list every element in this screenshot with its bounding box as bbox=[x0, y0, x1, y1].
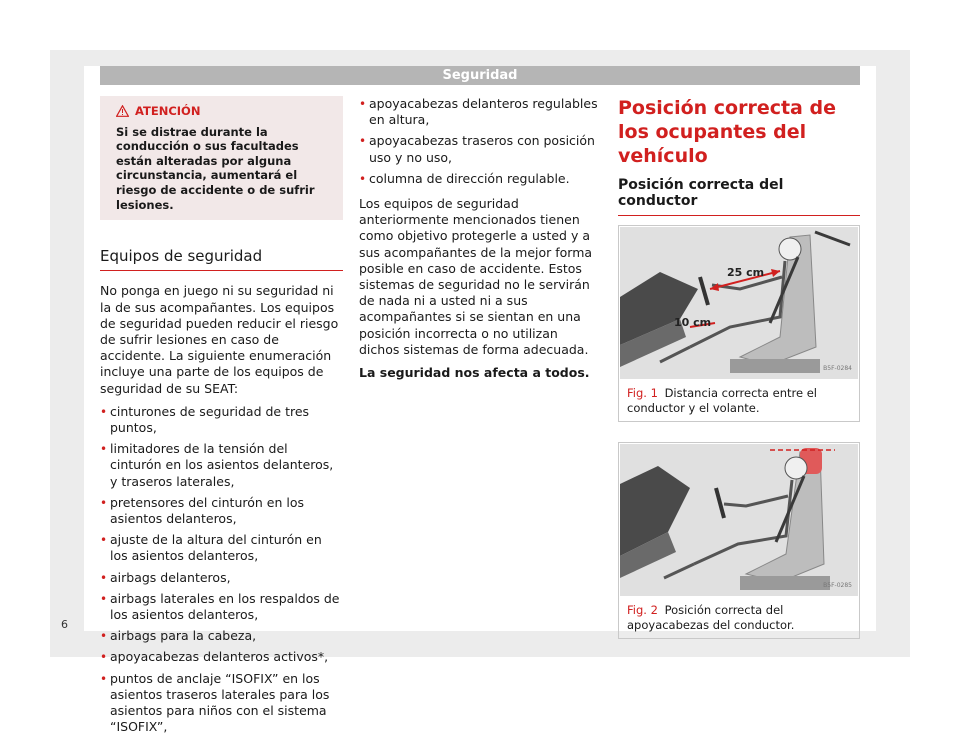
headrest-position-illustration bbox=[620, 444, 858, 596]
column-right bbox=[618, 96, 860, 651]
list-item: • cinturones de seguridad de tres puntos, bbox=[100, 403, 310, 435]
equipos-intro: No ponga en juego ni su seguridad ni la de sus acompañantes. Los equipos de seguridad pueden reducir el riesgo de sufrir lesiones en caso de accidente. La siguiente enumeración incluye una parte de los equipos de seguridad de su SEAT: bbox=[100, 283, 339, 396]
list-item: • airbags delanteros, bbox=[100, 569, 231, 585]
list-item: • apoyacabezas delanteros activos*, bbox=[100, 649, 329, 665]
figure-1 bbox=[618, 225, 860, 422]
section-title-equipos: Equipos de seguridad bbox=[100, 248, 343, 271]
driver-distance-illustration bbox=[620, 227, 858, 379]
bullet-icon: • bbox=[100, 533, 108, 548]
bullet-icon: • bbox=[359, 134, 367, 149]
bullet-icon: • bbox=[100, 591, 108, 606]
page-number: 6 bbox=[61, 618, 68, 631]
equipos-closing: La seguridad nos afecta a todos. bbox=[359, 365, 590, 381]
column-left bbox=[100, 96, 343, 740]
bullet-icon: • bbox=[100, 629, 108, 644]
list-item: • limitadores de la tensión del cinturón en los asientos delanteros, y traseros laterales, bbox=[100, 441, 334, 489]
figure-1-code: B5F-0284 bbox=[823, 365, 852, 373]
figure-2-label: Fig. 2 bbox=[627, 603, 658, 618]
figure-1-image bbox=[620, 227, 858, 379]
warning-triangle-icon bbox=[116, 105, 129, 117]
chapter-header: Seguridad bbox=[100, 66, 860, 85]
dimension-25cm: 25 cm bbox=[727, 266, 765, 280]
figure-1-caption bbox=[619, 380, 859, 421]
bullet-icon: • bbox=[100, 442, 108, 457]
list-item: • pretensores del cinturón en los asientos delanteros, bbox=[100, 494, 304, 526]
list-item: • columna de dirección regulable. bbox=[359, 170, 570, 186]
bullet-icon: • bbox=[100, 404, 108, 419]
list-item: • puntos de anclaje “ISOFIX” en los asientos traseros laterales para los asientos para niños con el sistema “ISOFIX”, bbox=[100, 670, 330, 735]
subsection-title-conductor: Posición correcta del conductor bbox=[618, 177, 860, 216]
bullet-icon: • bbox=[359, 97, 367, 111]
section-title-posicion: Posición correcta de los ocupantes del vehículo bbox=[618, 97, 836, 167]
list-item: • apoyacabezas delanteros regulables en altura, bbox=[359, 96, 598, 128]
equipos-paragraph: Los equipos de seguridad anteriormente mencionados tienen como objetivo protegerle a usted y a sus acompañantes de la mejor forma posible en caso de accidente. Estos sistemas de seguridad no le servirán de nada ni a usted ni a sus acompañantes si se sientan en una posición incorrecta o no utilizan dichos sistemas de forma adecuada. bbox=[359, 196, 593, 357]
list-item: • airbags laterales en los respaldos de los asientos delanteros, bbox=[100, 590, 340, 623]
bullet-icon: • bbox=[100, 671, 108, 686]
warning-box bbox=[100, 96, 343, 220]
bullet-icon: • bbox=[100, 495, 108, 510]
bullet-icon: • bbox=[359, 171, 367, 186]
warning-header bbox=[116, 104, 335, 119]
bullet-icon: • bbox=[100, 570, 108, 585]
equipos-list bbox=[100, 404, 343, 736]
column-middle bbox=[359, 96, 602, 388]
warning-title: ATENCIÓN bbox=[135, 104, 201, 118]
figure-2 bbox=[618, 442, 860, 639]
list-item: • airbags para la cabeza, bbox=[100, 628, 257, 644]
dimension-10cm: 10 cm bbox=[674, 316, 712, 330]
equipos-list-continued bbox=[359, 96, 602, 187]
bullet-icon: • bbox=[100, 650, 108, 665]
list-item: • apoyacabezas traseros con posición uso y no uso, bbox=[359, 133, 595, 165]
warning-text: Si se distrae durante la conducción o sus facultades están alteradas por alguna circunstancia, aumentará el riesgo de accidente o de sufrir lesiones. bbox=[116, 124, 315, 212]
figure-2-caption bbox=[619, 597, 859, 638]
figure-1-caption-text: Distancia correcta entre el conductor y el volante. bbox=[627, 386, 817, 415]
figure-2-image bbox=[620, 444, 858, 596]
figure-2-code: B5F-0285 bbox=[823, 582, 852, 590]
figure-2-caption-text: Posición correcta del apoyacabezas del conductor. bbox=[627, 603, 795, 632]
figure-1-label: Fig. 1 bbox=[627, 386, 658, 401]
list-item: • ajuste de la altura del cinturón en los asientos delanteros, bbox=[100, 532, 322, 564]
